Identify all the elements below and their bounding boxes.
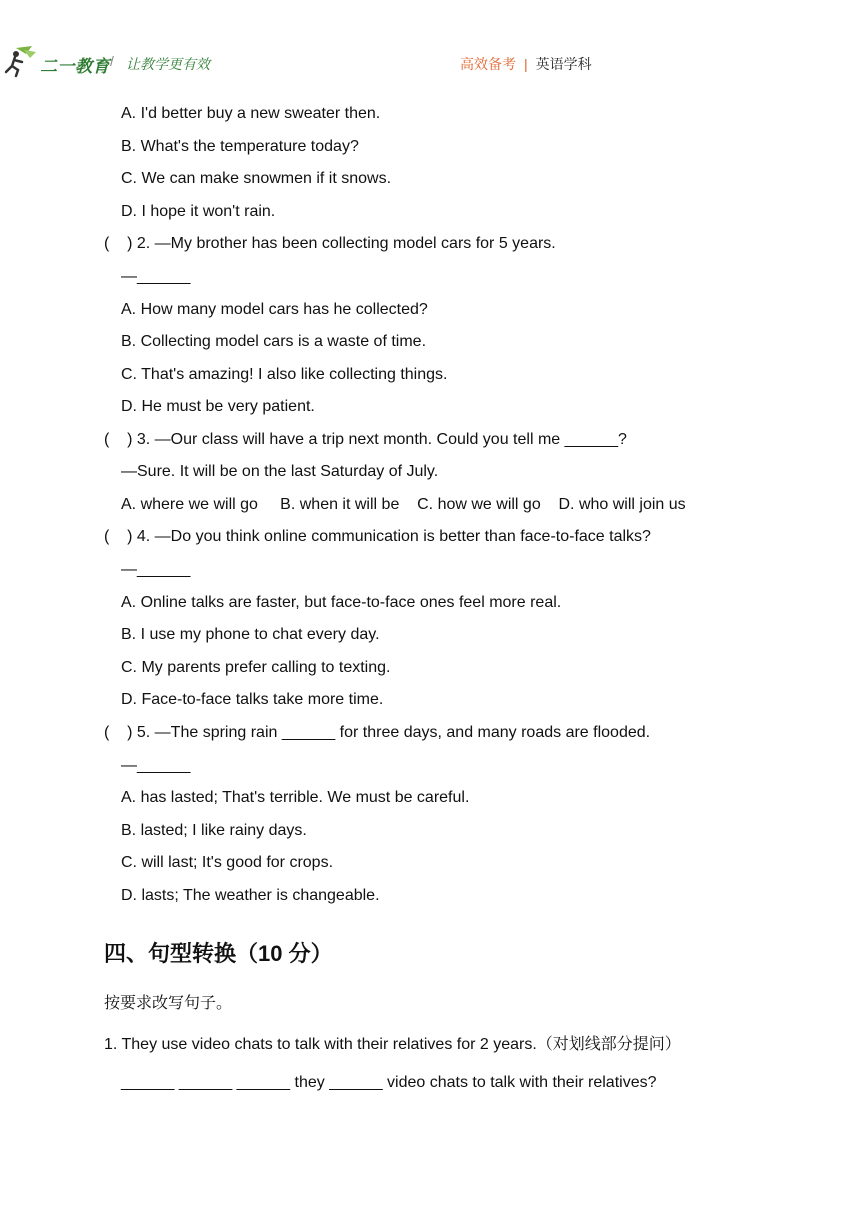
- q3-stem: ( ) 3. —Our class will have a trip next month. Could you tell me ______?: [104, 431, 627, 448]
- transform-q1: 1. They use video chats to talk with their relatives for 2 years.（对划线部分提问）: [104, 1036, 681, 1053]
- q1-option-b: B. What's the temperature today?: [121, 138, 359, 155]
- q4-stem: ( ) 4. —Do you think online communication is better than face-to-face talks?: [104, 528, 651, 545]
- brand-slogan: 让教学更有效: [126, 56, 210, 72]
- q1-option-c: C. We can make snowmen if it snows.: [121, 170, 392, 187]
- q3-options: A. where we will go B. when it will be C. how we will go D. who will join us: [121, 496, 686, 513]
- q2-option-a: A. How many model cars has he collected?: [121, 301, 428, 318]
- q4-option-c: C. My parents prefer calling to texting.: [121, 659, 391, 676]
- q2-option-b: B. Collecting model cars is a waste of time.: [121, 333, 427, 350]
- transform-q1-blanks: ______ ______ ______ they ______ video chats to talk with their relatives?: [121, 1074, 657, 1091]
- q4-option-b: B. I use my phone to chat every day.: [121, 626, 380, 643]
- page-header: [0, 40, 860, 86]
- q1-option-d: D. I hope it won't rain.: [121, 203, 276, 220]
- q4-option-a: A. Online talks are faster, but face-to-face ones feel more real.: [121, 594, 562, 611]
- section-heading: 四、句型转换（10 分）: [104, 941, 333, 966]
- subject-name: 英语学科: [535, 56, 592, 72]
- exam-label: 高效备考: [460, 56, 516, 72]
- q5-stem: ( ) 5. —The spring rain ______ for three days, and many roads are flooded.: [104, 724, 651, 741]
- q3-reply: —Sure. It will be on the last Saturday of July.: [121, 463, 439, 480]
- brand-name: 二一教育: [40, 57, 110, 76]
- q2-stem: ( ) 2. —My brother has been collecting model cars for 5 years.: [104, 235, 556, 252]
- section-instruction: 按要求改写句子。: [104, 995, 233, 1012]
- runner-logo-icon: [2, 44, 40, 78]
- q5-option-a: A. has lasted; That's terrible. We must be careful.: [121, 789, 470, 806]
- header-slash: /: [110, 53, 114, 69]
- q5-option-b: B. lasted; I like rainy days.: [121, 822, 307, 839]
- subject-label: [460, 54, 592, 74]
- header-separator: |: [524, 56, 528, 72]
- q4-option-d: D. Face-to-face talks take more time.: [121, 691, 384, 708]
- q4-reply-blank: —______: [121, 561, 191, 578]
- q5-reply-blank: —______: [121, 757, 191, 774]
- q1-option-a: A. I'd better buy a new sweater then.: [121, 105, 381, 122]
- q2-option-d: D. He must be very patient.: [121, 398, 315, 415]
- q5-option-c: C. will last; It's good for crops.: [121, 854, 334, 871]
- q5-option-d: D. lasts; The weather is changeable.: [121, 887, 380, 904]
- q2-reply-blank: —______: [121, 268, 191, 285]
- q2-option-c: C. That's amazing! I also like collecting things.: [121, 366, 448, 383]
